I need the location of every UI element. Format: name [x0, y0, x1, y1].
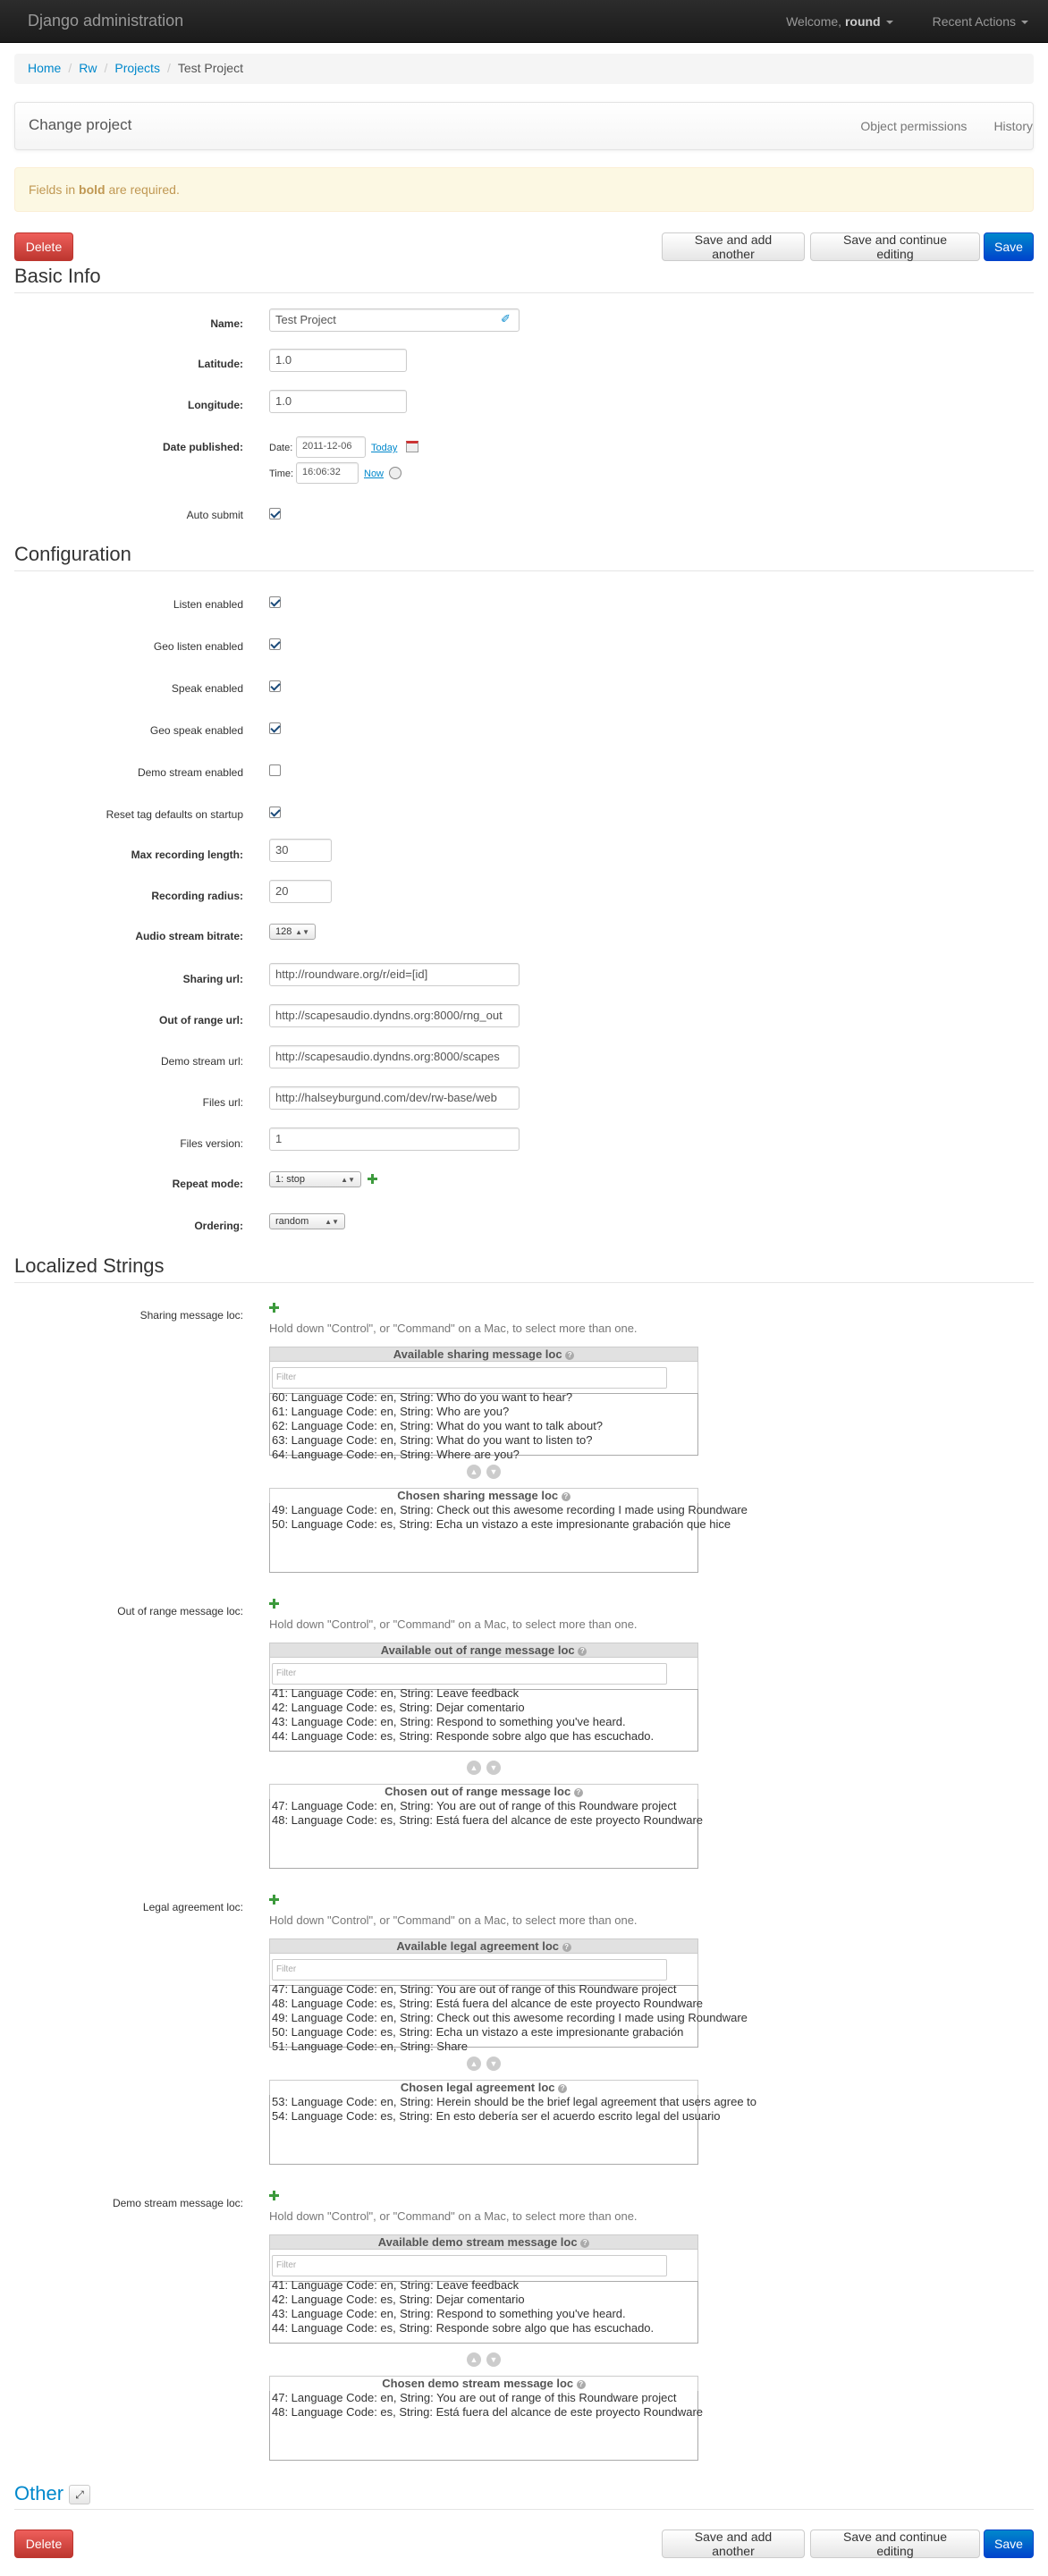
list-item[interactable]: 53: Language Code: en, String: Herein should be the brief legal agreement that users agree to: [272, 2095, 757, 2108]
breadcrumb-projects[interactable]: Projects: [114, 61, 160, 75]
files-url-input[interactable]: http://halseyburgund.com/dev/rw-base/web: [269, 1086, 520, 1110]
out-of-range-filter-input[interactable]: Filter: [272, 1663, 667, 1685]
add-demo-stream-message-plus-icon[interactable]: [269, 2191, 279, 2200]
listen-enabled-checkbox[interactable]: [269, 596, 281, 608]
audio-stream-bitrate-label: Audio stream bitrate:: [135, 930, 243, 942]
add-repeat-mode-plus-icon[interactable]: [368, 1174, 377, 1184]
list-item[interactable]: 47: Language Code: en, String: You are out of range of this Roundware project: [272, 1799, 677, 1812]
demo-stream-url-label: Demo stream url:: [160, 1055, 243, 1068]
breadcrumb: Home / Rw / Projects / Test Project: [14, 54, 1034, 84]
date-input[interactable]: 2011-12-06: [296, 436, 366, 458]
select-arrow-icon: ▲▼: [341, 1175, 355, 1184]
clock-icon[interactable]: [389, 467, 401, 479]
move-down-icon[interactable]: ▼: [486, 2352, 501, 2367]
move-down-icon[interactable]: ▼: [486, 1465, 501, 1479]
list-item[interactable]: 50: Language Code: es, String: Echa un vistazo a este impresionante grabación: [272, 2025, 684, 2039]
geo-listen-enabled-label: Geo listen enabled: [153, 640, 243, 653]
delete-button-top[interactable]: Delete: [14, 232, 73, 261]
sharing-chosen-list[interactable]: [269, 1503, 748, 1573]
demo-stream-enabled-label: Demo stream enabled: [137, 766, 243, 779]
list-item[interactable]: 63: Language Code: en, String: What do you want to listen to?: [272, 1433, 593, 1447]
longitude-input[interactable]: 1.0: [269, 390, 407, 413]
save-button-top[interactable]: Save: [984, 232, 1034, 261]
files-version-input[interactable]: 1: [269, 1128, 520, 1151]
save-continue-button-bottom[interactable]: Save and continue editing: [810, 2530, 980, 2558]
date-published-label: Date published:: [162, 441, 243, 453]
page-title: Change project: [29, 116, 132, 133]
help-icon: ?: [565, 1351, 574, 1360]
other-legend[interactable]: Other ⤢: [14, 2482, 1034, 2510]
repeat-mode-label: Repeat mode:: [172, 1178, 243, 1190]
speak-enabled-label: Speak enabled: [171, 682, 243, 695]
name-label: Name:: [210, 317, 243, 330]
list-item[interactable]: 43: Language Code: en, String: Respond to something you've heard.: [272, 2307, 626, 2320]
list-item[interactable]: 48: Language Code: es, String: Está fuera del alcance de este proyecto Roundware: [272, 1813, 704, 1827]
recording-radius-label: Recording radius:: [151, 890, 243, 902]
demo-chosen-list[interactable]: [269, 2391, 704, 2461]
sharing-message-selector: Available sharing message loc ? Filter 60: Language Code: en, String: Who do you want to hear? 61: Language Code: en, String: Who are you? 62: Language Code: en, String: What do you want to talk about? 63: Language Code: en, String: What do you want to listen to? 64: Language Code: en, String: Where are you? ▲ ▼ Chosen sharing message loc ? 49: Language Code: en, String: Check out this awesome recording I made using Roundware 50: Language Code: es, String: Echa un vistazo a este impresionante grabación que hice: [269, 1347, 698, 1573]
recent-actions-menu[interactable]: Recent Actions: [913, 14, 1048, 29]
out-of-range-message-loc-label: Out of range message loc:: [117, 1605, 243, 1617]
list-item[interactable]: 44: Language Code: es, String: Responde sobre algo que has escuchado.: [272, 1729, 655, 1743]
caret-down-icon: [886, 21, 893, 24]
geo-speak-enabled-checkbox[interactable]: [269, 722, 281, 734]
list-item[interactable]: 44: Language Code: es, String: Responde sobre algo que has escuchado.: [272, 2321, 655, 2335]
add-sharing-message-plus-icon[interactable]: [269, 1303, 279, 1313]
list-item[interactable]: 62: Language Code: en, String: What do you want to talk about?: [272, 1419, 604, 1432]
date-sublabel: Date:: [269, 443, 293, 453]
delete-button-bottom[interactable]: Delete: [14, 2530, 73, 2558]
recording-radius-input[interactable]: 20: [269, 880, 332, 903]
basic-info-legend: Basic Info: [14, 265, 1034, 293]
audio-stream-bitrate-select[interactable]: 128 ▲▼: [269, 924, 316, 940]
list-item[interactable]: 42: Language Code: es, String: Dejar comentario: [272, 2293, 525, 2306]
sharing-url-input[interactable]: http://roundware.org/r/eid=[id]: [269, 963, 520, 986]
list-item[interactable]: 48: Language Code: es, String: Está fuera del alcance de este proyecto Roundware: [272, 2405, 704, 2419]
reset-tag-defaults-label: Reset tag defaults on startup: [106, 808, 243, 821]
out-of-range-url-input[interactable]: http://scapesaudio.dyndns.org:8000/rng_out: [269, 1004, 520, 1027]
sharing-message-loc-label: Sharing message loc:: [139, 1309, 243, 1322]
latitude-input[interactable]: 1.0: [269, 349, 407, 372]
select-arrow-icon: ▲▼: [325, 1217, 339, 1226]
demo-stream-enabled-checkbox[interactable]: [269, 764, 281, 776]
list-item[interactable]: 60: Language Code: en, String: Who do you want to hear?: [272, 1390, 573, 1404]
list-item[interactable]: 51: Language Code: en, String: Share: [272, 2040, 468, 2053]
list-item[interactable]: 47: Language Code: en, String: You are out of range of this Roundware project: [272, 1982, 677, 1996]
list-item[interactable]: 41: Language Code: en, String: Leave feedback: [272, 1686, 520, 1700]
out-of-range-message-selector: Available out of range message loc ? Filter 41: Language Code: en, String: Leave feedback 42: Language Code: es, String: Dejar comentario 43: Language Code: en, String: Respond to something you've heard. 44: Language Code: es, String: Responde sobre algo que has escuchado. ▲ ▼ Chosen out of range message loc ? 47: Language Code: en, String: You are out of range of this Roundware project 48: Language Code: es, String: Está fuera del alcance de este proyecto Roundware: [269, 1643, 698, 1869]
save-add-another-button-top[interactable]: Save and add another: [662, 232, 805, 261]
list-item[interactable]: 42: Language Code: es, String: Dejar comentario: [272, 1701, 525, 1714]
move-up-icon[interactable]: ▲: [467, 2352, 481, 2367]
files-version-label: Files version:: [180, 1137, 243, 1150]
list-item[interactable]: 49: Language Code: en, String: Check out this awesome recording I made using Roundware: [272, 1503, 748, 1516]
move-down-icon[interactable]: ▼: [486, 2057, 501, 2071]
move-down-icon[interactable]: ▼: [486, 1761, 501, 1775]
list-item[interactable]: 43: Language Code: en, String: Respond to something you've heard.: [272, 1715, 626, 1728]
calendar-icon[interactable]: [406, 441, 418, 452]
longitude-label: Longitude:: [188, 399, 243, 411]
latitude-label: Latitude:: [198, 358, 243, 370]
localized-strings-legend: Localized Strings: [14, 1254, 1034, 1283]
lookup-icon[interactable]: ✐: [501, 312, 511, 325]
breadcrumb-current: Test Project: [177, 61, 243, 75]
max-recording-length-label: Max recording length:: [131, 849, 243, 861]
max-recording-length-input[interactable]: 30: [269, 839, 332, 862]
time-input[interactable]: 16:06:32: [296, 462, 359, 484]
list-item[interactable]: 41: Language Code: en, String: Leave feedback: [272, 2278, 520, 2292]
list-item[interactable]: 61: Language Code: en, String: Who are you?: [272, 1405, 510, 1418]
user-menu[interactable]: Welcome, round: [766, 14, 913, 29]
repeat-mode-select[interactable]: 1: stop ▲▼: [269, 1171, 361, 1187]
divider: [14, 2509, 1034, 2510]
legal-chosen-list[interactable]: [269, 2095, 757, 2165]
caret-down-icon: [1021, 21, 1028, 24]
out-of-range-url-label: Out of range url:: [159, 1014, 243, 1026]
out-of-range-chosen-list[interactable]: [269, 1799, 704, 1869]
select-arrow-icon: ▲▼: [295, 927, 309, 936]
speak-enabled-checkbox[interactable]: [269, 680, 281, 692]
save-continue-button-top[interactable]: Save and continue editing: [810, 232, 980, 261]
legal-agreement-loc-label: Legal agreement loc:: [142, 1901, 243, 1913]
list-item[interactable]: 50: Language Code: es, String: Echa un vistazo a este impresionante grabación que hice: [272, 1517, 731, 1531]
demo-stream-message-selector: Available demo stream message loc ? Filter 41: Language Code: en, String: Leave feedback 42: Language Code: es, String: Dejar comentario 43: Language Code: en, String: Respond to something you've heard. 44: Language Code: es, String: Responde sobre algo que has escuchado. ▲ ▼ Chosen demo stream message loc ? 47: Language Code: en, String: You are out of range of this Roundware project 48: Language Code: es, String: Está fuera del alcance de este proyecto Roundware: [269, 2234, 698, 2461]
object-permissions-link[interactable]: Object permissions: [860, 119, 968, 133]
top-navbar: [0, 0, 1048, 43]
sharing-filter-input[interactable]: Filter: [272, 1367, 667, 1389]
files-url-label: Files url:: [202, 1096, 243, 1109]
list-item[interactable]: 49: Language Code: en, String: Check out this awesome recording I made using Roundware: [272, 2011, 748, 2024]
sharing-available-list[interactable]: [269, 1390, 698, 1461]
reset-tag-defaults-checkbox[interactable]: [269, 807, 281, 818]
multi-select-help: Hold down "Control", or "Command" on a Mac, to select more than one.: [269, 1322, 638, 1335]
breadcrumb-home[interactable]: Home: [28, 61, 62, 75]
legal-available-list[interactable]: [269, 1982, 748, 2053]
time-sublabel: Time:: [269, 469, 294, 479]
legal-filter-input[interactable]: Filter: [272, 1959, 667, 1981]
expand-icon[interactable]: ⤢: [69, 2485, 90, 2504]
list-item[interactable]: 48: Language Code: es, String: Está fuera del alcance de este proyecto Roundware: [272, 1997, 704, 2010]
demo-stream-message-loc-label: Demo stream message loc:: [112, 2197, 243, 2209]
help-icon: ?: [562, 1943, 571, 1952]
help-icon: ?: [558, 2084, 567, 2093]
list-item[interactable]: 64: Language Code: en, String: Where are you?: [272, 1448, 520, 1461]
out-of-range-available-list[interactable]: [269, 1686, 698, 1752]
demo-filter-input[interactable]: Filter: [272, 2255, 667, 2276]
sharing-url-label: Sharing url:: [182, 973, 243, 985]
list-item[interactable]: 54: Language Code: es, String: En esto debería ser el acuerdo escrito legal del usuario: [272, 2109, 721, 2123]
ordering-select[interactable]: random ▲▼: [269, 1213, 345, 1229]
multi-select-help: Hold down "Control", or "Command" on a Mac, to select more than one.: [269, 2209, 638, 2223]
move-up-icon[interactable]: ▲: [467, 2057, 481, 2071]
add-legal-agreement-plus-icon[interactable]: [269, 1895, 279, 1905]
required-fields-alert: Fields in bold are required.: [14, 167, 1034, 212]
move-up-icon[interactable]: ▲: [467, 1761, 481, 1775]
help-icon: ?: [578, 1647, 587, 1656]
move-up-icon[interactable]: ▲: [467, 1465, 481, 1479]
legal-agreement-selector: Available legal agreement loc ? Filter 47: Language Code: en, String: You are out of range of this Roundware project 48: Language Code: es, String: Está fuera del alcance de este proyecto Roundware 49: Language Code: en, String: Check out this awesome recording I made using Roundware 50: Language Code: es, String: Echa un vistazo a este impresionante grabación 51: Language Code: en, String: Share ▲ ▼ Chosen legal agreement loc ? 53: Language Code: en, String: Herein should be the brief legal agreement that users agree to 54: Language Code: es, String: En esto debería ser el acuerdo escrito legal del usuario: [269, 1938, 698, 2165]
help-icon: ?: [577, 2380, 586, 2389]
geo-listen-enabled-checkbox[interactable]: [269, 638, 281, 650]
multi-select-help: Hold down "Control", or "Command" on a Mac, to select more than one.: [269, 1617, 638, 1631]
multi-select-help: Hold down "Control", or "Command" on a Mac, to select more than one.: [269, 1913, 638, 1927]
help-icon: ?: [580, 2239, 589, 2248]
add-out-of-range-message-plus-icon[interactable]: [269, 1599, 279, 1609]
site-brand[interactable]: Django administration: [28, 12, 184, 30]
demo-available-list[interactable]: [269, 2278, 698, 2344]
list-item[interactable]: 47: Language Code: en, String: You are out of range of this Roundware project: [272, 2391, 677, 2404]
today-link[interactable]: Today: [371, 443, 398, 453]
listen-enabled-label: Listen enabled: [173, 598, 243, 611]
name-input[interactable]: Test Project: [269, 308, 520, 332]
breadcrumb-rw[interactable]: Rw: [79, 61, 97, 75]
geo-speak-enabled-label: Geo speak enabled: [149, 724, 243, 737]
save-add-another-button-bottom[interactable]: Save and add another: [662, 2530, 805, 2558]
auto-submit-checkbox[interactable]: [269, 508, 281, 519]
configuration-legend: Configuration: [14, 543, 1034, 571]
help-icon: ?: [574, 1788, 583, 1797]
demo-stream-url-input[interactable]: http://scapesaudio.dyndns.org:8000/scapes: [269, 1045, 520, 1068]
user-nav: [766, 0, 1048, 43]
history-link[interactable]: History: [993, 119, 1033, 133]
now-link[interactable]: Now: [364, 469, 385, 479]
auto-submit-label: Auto submit: [186, 509, 243, 521]
page-header: [14, 102, 1034, 150]
ordering-label: Ordering:: [194, 1220, 243, 1232]
object-tools: [860, 119, 1033, 133]
help-icon: ?: [562, 1492, 570, 1501]
save-button-bottom[interactable]: Save: [984, 2530, 1034, 2558]
